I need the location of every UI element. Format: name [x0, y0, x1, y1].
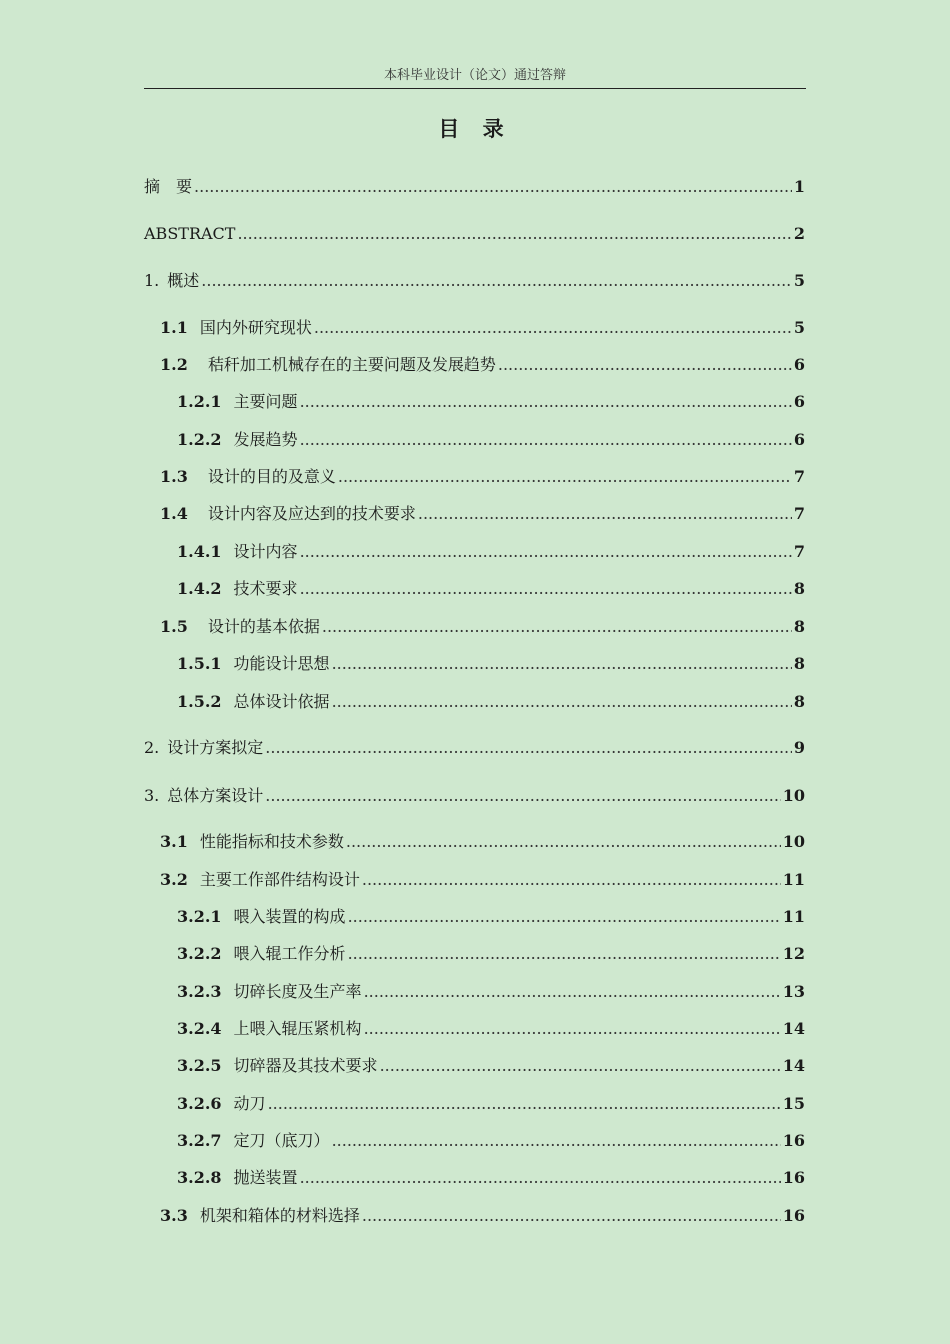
toc-entry-number: 3.: [144, 786, 160, 805]
toc-entry[interactable]: [160, 502, 805, 526]
toc-entry-page: 1: [793, 177, 805, 196]
toc-leader-dots: [346, 830, 781, 854]
toc-entry-number: 2.: [144, 738, 160, 757]
toc-entry-page: 14: [782, 1019, 805, 1038]
toc-entry-page: 8: [793, 617, 805, 636]
toc-entry-title: 机架和箱体的材料选择: [199, 1206, 360, 1225]
toc-leader-dots: [362, 868, 781, 892]
toc-entry-page: 9: [793, 738, 805, 757]
toc-leader-dots: [362, 1204, 781, 1228]
toc-entry-number: 1.: [144, 271, 160, 290]
toc-entry-number: 1.2: [160, 355, 188, 374]
toc-entry-title: 设计内容: [233, 542, 298, 561]
toc-entry-number: 3.2.7: [177, 1131, 222, 1150]
toc-leader-dots: [348, 905, 781, 929]
toc-entry[interactable]: [177, 942, 805, 966]
toc-entry-number: 3.2.5: [177, 1056, 222, 1075]
toc-entry-title: 设计内容及应达到的技术要求: [207, 504, 416, 523]
toc-entry-title: 总体方案设计: [167, 786, 264, 805]
toc-entry[interactable]: [177, 1092, 805, 1116]
toc-entry-title: 总体设计依据: [233, 692, 330, 711]
toc-entry[interactable]: [177, 1017, 805, 1041]
toc-entry-page: 10: [782, 832, 805, 851]
toc-leader-dots: [300, 577, 792, 601]
toc-entry-title: 主要问题: [233, 392, 298, 411]
toc-entry[interactable]: [160, 830, 805, 854]
toc-entry[interactable]: [160, 465, 805, 489]
toc-entry[interactable]: [160, 353, 805, 377]
toc-leader-dots: [338, 465, 792, 489]
page-header: 本科毕业设计（论文）通过答辩: [383, 68, 566, 83]
toc-entry-page: 5: [793, 271, 805, 290]
toc-entry-page: 15: [782, 1094, 805, 1113]
toc-leader-dots: [265, 784, 780, 808]
toc-entry[interactable]: [144, 736, 805, 760]
toc-entry-page: 16: [782, 1168, 805, 1187]
toc-entry-title: 切碎器及其技术要求: [233, 1056, 378, 1075]
toc-entry-title: 设计的目的及意义: [207, 467, 336, 486]
toc-leader-dots: [364, 980, 781, 1004]
toc-entry[interactable]: [160, 615, 805, 639]
toc-entry-page: 6: [793, 430, 805, 449]
toc-entry-page: 5: [793, 318, 805, 337]
toc-entry[interactable]: [177, 390, 805, 414]
toc-entry-page: 16: [782, 1131, 805, 1150]
toc-entry[interactable]: [160, 1204, 805, 1228]
toc-leader-dots: [418, 502, 792, 526]
toc-entry[interactable]: [177, 905, 805, 929]
toc-entry[interactable]: [177, 1129, 805, 1153]
toc-entry-page: 11: [782, 907, 805, 926]
toc-leader-dots: [237, 222, 791, 246]
toc-entry-number: 1.5.2: [177, 692, 222, 711]
toc-entry-title: 动刀: [233, 1094, 266, 1113]
toc-entry-page: 11: [782, 870, 805, 889]
toc-entry-title: 设计方案拟定: [167, 738, 264, 757]
toc-entry[interactable]: [160, 316, 805, 340]
toc-entry-page: 10: [782, 786, 805, 805]
toc-entry-number: 1.5: [160, 617, 188, 636]
toc-entry-title: ABSTRACT: [144, 224, 236, 243]
toc-entry-number: 3.3: [160, 1206, 188, 1225]
toc-entry-number: 1.2.2: [177, 430, 222, 449]
toc-leader-dots: [201, 269, 792, 293]
toc-leader-dots: [300, 540, 792, 564]
toc-entry-page: 7: [793, 542, 805, 561]
toc-entry-number: 3.2.3: [177, 982, 222, 1001]
toc-leader-dots: [364, 1017, 781, 1041]
toc-entry[interactable]: [177, 980, 805, 1004]
toc-leader-dots: [332, 652, 792, 676]
toc-entry[interactable]: [144, 175, 805, 199]
toc-entry-title: 喂入辊工作分析: [233, 944, 346, 963]
toc-entry-title: 发展趋势: [233, 430, 298, 449]
toc-entry[interactable]: [177, 577, 805, 601]
toc-entry-page: 13: [782, 982, 805, 1001]
toc-entry[interactable]: [177, 540, 805, 564]
toc-entry[interactable]: [144, 222, 805, 246]
toc-entry-page: 8: [793, 692, 805, 711]
toc-leader-dots: [300, 1166, 781, 1190]
toc-leader-dots: [300, 428, 792, 452]
toc-entry[interactable]: [177, 1166, 805, 1190]
toc-entry-number: 3.2.1: [177, 907, 222, 926]
toc-leader-dots: [268, 1092, 781, 1116]
toc-entry-number: 1.3: [160, 467, 188, 486]
toc-entry-title: 切碎长度及生产率: [233, 982, 362, 1001]
toc-leader-dots: [194, 175, 792, 199]
toc-leader-dots: [322, 615, 792, 639]
toc-leader-dots: [265, 736, 792, 760]
toc-entry-title: 喂入装置的构成: [233, 907, 346, 926]
toc-entry-page: 7: [793, 504, 805, 523]
toc-entry-page: 16: [782, 1206, 805, 1225]
toc-entry-title: 技术要求: [233, 579, 298, 598]
toc-leader-dots: [314, 316, 792, 340]
toc-leader-dots: [300, 390, 792, 414]
toc-entry-page: 6: [793, 355, 805, 374]
toc-entry-page: 6: [793, 392, 805, 411]
toc-leader-dots: [348, 942, 781, 966]
toc-entry-page: 8: [793, 579, 805, 598]
toc-entry-title: 定刀（底刀）: [233, 1131, 330, 1150]
toc-entry[interactable]: [160, 868, 805, 892]
toc-entry-page: 2: [793, 224, 805, 243]
toc-entry[interactable]: [177, 652, 805, 676]
toc-entry-title: 功能设计思想: [233, 654, 330, 673]
toc-entry-title: 抛送装置: [233, 1168, 298, 1187]
toc-entry-number: 1.4.1: [177, 542, 222, 561]
toc-entry[interactable]: [177, 690, 805, 714]
toc-entry-number: 1.4: [160, 504, 188, 523]
toc-entry-number: 3.2.8: [177, 1168, 222, 1187]
toc-leader-dots: [332, 1129, 781, 1153]
toc-entry[interactable]: [144, 269, 805, 293]
toc-title: 目 录: [438, 117, 512, 141]
toc-entry-title: 秸秆加工机械存在的主要问题及发展趋势: [207, 355, 496, 374]
toc-entry-page: 12: [782, 944, 805, 963]
toc-entry-number: 3.2.2: [177, 944, 222, 963]
toc-entry[interactable]: [177, 428, 805, 452]
toc-leader-dots: [332, 690, 792, 714]
toc-entry[interactable]: [144, 784, 805, 808]
toc-leader-dots: [498, 353, 792, 377]
toc-entry[interactable]: [177, 1054, 805, 1078]
toc-entry-number: 1.5.1: [177, 654, 222, 673]
toc-entry-title: 设计的基本依据: [207, 617, 320, 636]
toc-entry-number: 1.4.2: [177, 579, 222, 598]
toc-entry-number: 3.2.6: [177, 1094, 222, 1113]
toc-entry-page: 7: [793, 467, 805, 486]
toc-entry-number: 1.2.1: [177, 392, 222, 411]
toc-entry-number: 1.1: [160, 318, 188, 337]
toc-leader-dots: [380, 1054, 781, 1078]
toc-entry-title: 上喂入辊压紧机构: [233, 1019, 362, 1038]
toc-entry-title: 国内外研究现状: [199, 318, 312, 337]
toc-entry-page: 14: [782, 1056, 805, 1075]
toc-entry-number: 3.1: [160, 832, 188, 851]
toc-entry-title: 主要工作部件结构设计: [199, 870, 360, 889]
toc-entry-number: 3.2: [160, 870, 188, 889]
toc-entry-title: 摘 要: [144, 177, 193, 196]
toc-entry-title: 性能指标和技术参数: [199, 832, 344, 851]
toc-entry-number: 3.2.4: [177, 1019, 222, 1038]
toc-entry-title: 概述: [167, 271, 200, 290]
toc-entry-page: 8: [793, 654, 805, 673]
